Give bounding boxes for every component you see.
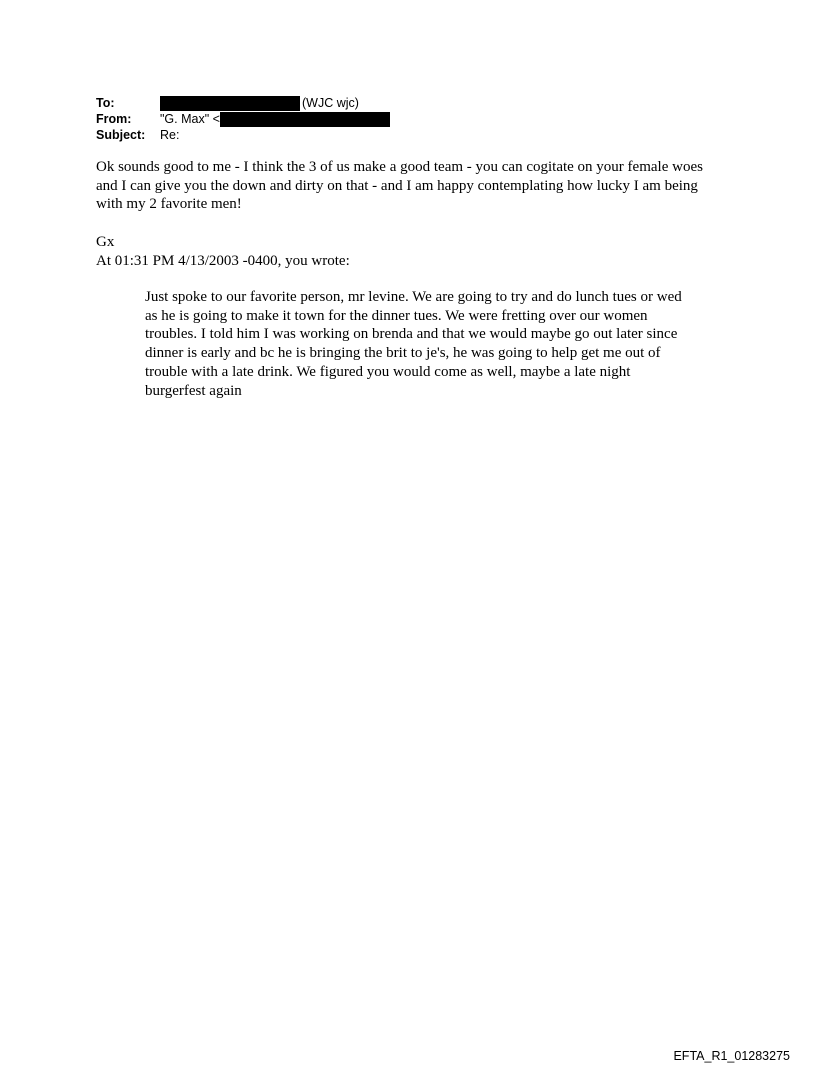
quoted-text: Just spoke to our favorite person, mr levine. We are going to try and do lunch tues or wed as he is going to make it town for the dinner tues. We were fretting over our women troubles. I told him I was working on brenda and that we would maybe go out later since dinner is early and bc he is bringing the brit to je's, he was going to help get me out of trouble with a late drink. We figured you would come as well, maybe a late night burgerfest again xyxy=(145,289,682,399)
redaction-bar xyxy=(220,112,390,127)
from-label: From: xyxy=(96,112,132,126)
message-body xyxy=(96,158,721,214)
subject-row xyxy=(96,127,390,143)
from-row xyxy=(96,111,390,127)
redaction-bar xyxy=(160,96,300,111)
to-value: (WJC wjc) xyxy=(302,96,359,110)
subject-label: Subject: xyxy=(96,128,146,142)
to-row xyxy=(96,95,390,111)
from-value: "G. Max" < xyxy=(160,112,220,126)
message-text: Ok sounds good to me - I think the 3 of us make a good team - you can cogitate on your female woes and I can give you the down and dirty on that - and I am happy contemplating how lucky I am being with my 2 favorite men! xyxy=(96,159,703,212)
signature: Gx xyxy=(96,234,115,250)
quoted-message xyxy=(145,288,685,400)
subject-value: Re: xyxy=(160,128,180,142)
document-id: EFTA_R1_01283275 xyxy=(673,1049,790,1063)
reply-attribution: At 01:31 PM 4/13/2003 -0400, you wrote: xyxy=(96,253,350,269)
signature-block xyxy=(96,233,350,271)
email-header xyxy=(96,95,390,143)
to-label: To: xyxy=(96,96,115,110)
